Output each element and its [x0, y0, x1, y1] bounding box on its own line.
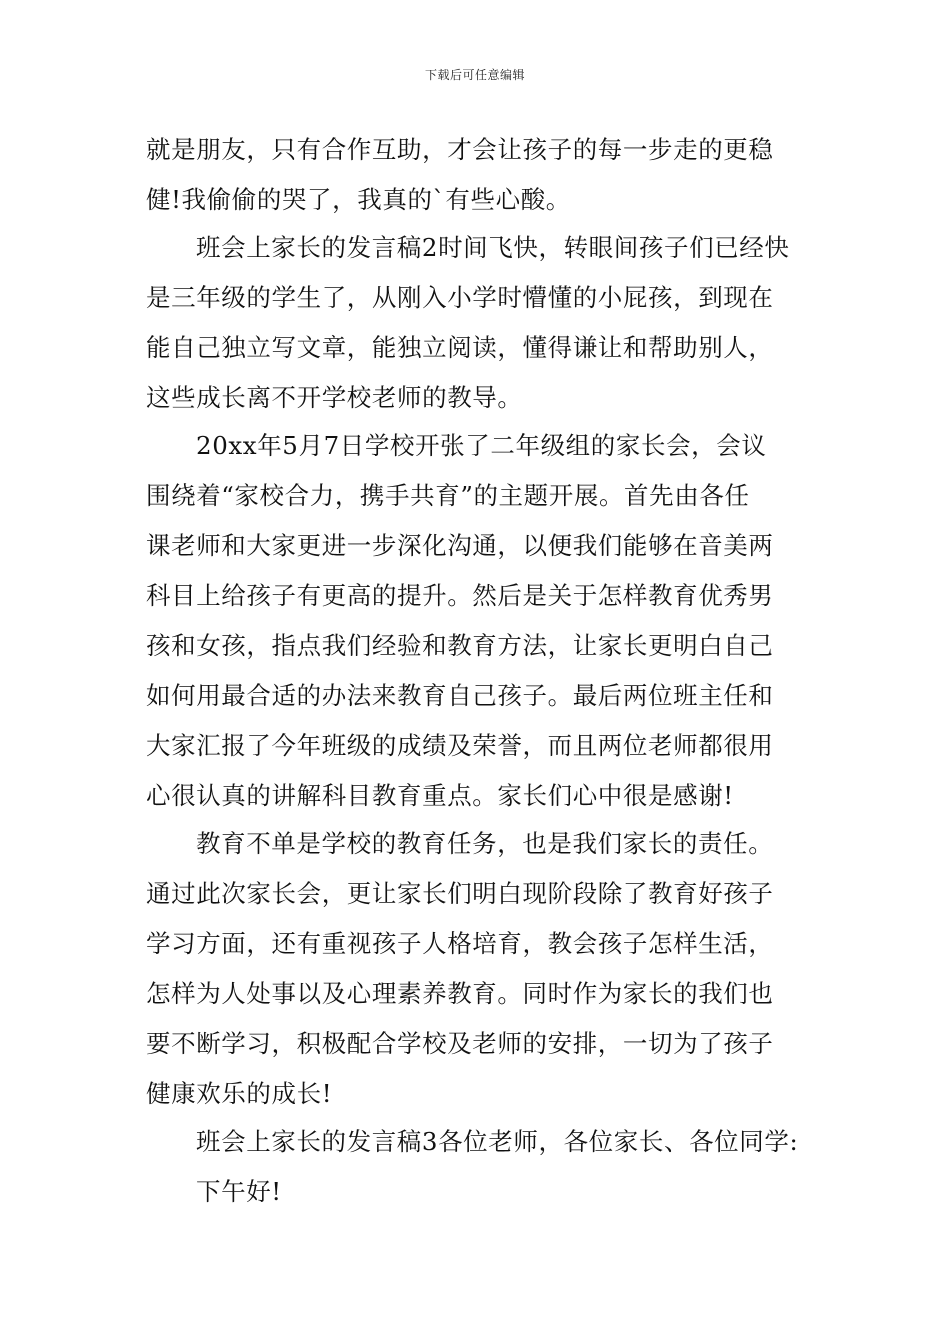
text-line: 学习方面，还有重视孩子人格培育，教会孩子怎样生活，	[146, 929, 774, 958]
text-line: 围绕着“家校合力，携手共育”的主题开展。首先由各任	[146, 481, 750, 510]
text-line: 大家汇报了今年班级的成绩及荣誉，而且两位老师都很用	[146, 731, 774, 760]
text-line: 要不断学习，积极配合学校及老师的安排，一切为了孩子	[146, 1029, 774, 1058]
text-line: 通过此次家长会，更让家长们明白现阶段除了教育好孩子	[146, 879, 774, 908]
paragraph-start-line: 下午好!	[196, 1177, 282, 1206]
text-line: 课老师和大家更进一步深化沟通，以便我们能够在音美两	[146, 531, 774, 560]
paragraph-start-line: 20xx年5月7日学校开张了二年级组的家长会，会议	[196, 431, 767, 460]
text-line: 这些成长离不开学校老师的教导。	[146, 383, 523, 412]
text-line: 能自己独立写文章，能独立阅读，懂得谦让和帮助别人，	[146, 333, 774, 362]
text-line: 健康欢乐的成长!	[146, 1079, 333, 1108]
paragraph-start-line: 教育不单是学校的教育任务，也是我们家长的责任。	[196, 829, 774, 858]
page-header: 下载后可任意编辑	[424, 68, 525, 82]
text-line: 健!我偷偷的哭了，我真的`有些心酸。	[146, 185, 571, 214]
text-line: 孩和女孩，指点我们经验和教育方法，让家长更明白自己	[146, 631, 774, 660]
text-line: 就是朋友，只有合作互助，才会让孩子的每一步走的更稳	[146, 135, 774, 164]
text-line: 怎样为人处事以及心理素养教育。同时作为家长的我们也	[146, 979, 774, 1008]
text-line: 科目上给孩子有更高的提升。然后是关于怎样教育优秀男	[146, 581, 774, 610]
text-line: 如何用最合适的办法来教育自己孩子。最后两位班主任和	[146, 681, 774, 710]
text-line: 心很认真的讲解科目教育重点。家长们心中很是感谢!	[146, 781, 734, 810]
paragraph-start-line: 班会上家长的发言稿3各位老师，各位家长、各位同学:	[196, 1127, 799, 1156]
paragraph-start-line: 班会上家长的发言稿2时间飞快，转眼间孩子们已经快	[196, 233, 790, 262]
text-line: 是三年级的学生了，从刚入小学时懵懂的小屁孩，到现在	[146, 283, 774, 312]
